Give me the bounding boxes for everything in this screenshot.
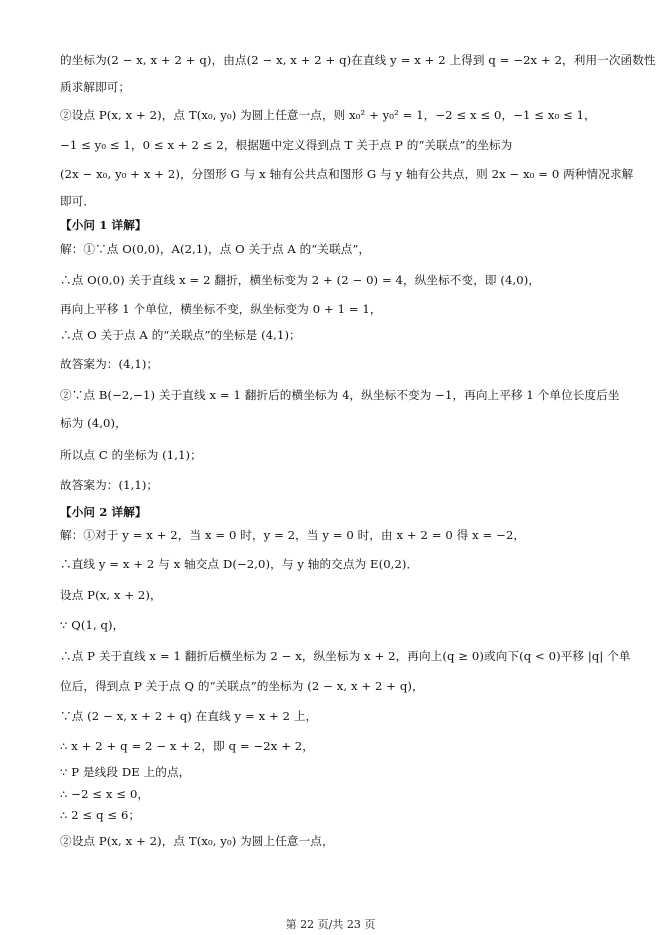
text-line-20: ∴点 P 关于直线 x = 1 翻折后横坐标为 2 − x，纵坐标为 x + 2，再向上(q ≥ 0)或向下(q < 0)平移 |q| 个单 [60,649,631,663]
text-line-6: 即可． [60,194,96,208]
text-line-7: 解：①∵点 O(0,0)，A(2,1)，点 O 关于点 A 的“关联点”， [60,242,371,256]
text-line-5: (2x − x₀, y₀ + x + 2)，分图形 G 与 x 轴有公共点和图形 G 与 y 轴有公共点，则 2x − x₀ = 0 两种情况求解 [60,167,634,181]
text-line-9: 再向上平移 1 个单位，横坐标不变，纵坐标变为 0 + 1 = 1， [60,302,382,316]
text-line-4: −1 ≤ y₀ ≤ 1，0 ≤ x + 2 ≤ 2，根据题中定义得到点 T 关于点 P 的“关联点”的坐标为 [60,138,513,152]
text-line-27: ②设点 P(x, x + 2)，点 T(x₀, y₀) 为圆上任意一点， [60,834,334,848]
text-line-3: ②设点 P(x, x + 2)，点 T(x₀, y₀) 为圆上任意一点，则 x₀² + y₀² = 1，−2 ≤ x ≤ 0，−1 ≤ x₀ ≤ 1， [60,108,596,122]
text-line-8: ∴点 O(0,0) 关于直线 x = 2 翻折，横坐标变为 2 + (2 − 0) = 4，纵坐标不变，即 (4,0)， [60,273,541,287]
text-line-13: 标为 (4,0)， [60,416,127,430]
text-line-15: 故答案为：(1,1)； [60,478,159,492]
text-line-26: ∴ 2 ≤ q ≤ 6； [60,808,141,822]
section-heading-1: 【小问 1 详解】 [60,218,147,232]
text-line-16: 解：①对于 y = x + 2，当 x = 0 时，y = 2，当 y = 0 时，由 x + 2 = 0 得 x = −2， [60,528,526,542]
text-line-11: 故答案为：(4,1)； [60,357,159,371]
text-line-24: ∵ P 是线段 DE 上的点， [60,765,191,779]
page-footer: 第 22 页/共 23 页 [285,918,376,931]
text-line-17: ∴直线 y = x + 2 与 x 轴交点 D(−2,0)，与 y 轴的交点为 E(0,2)． [60,557,419,571]
text-line-14: 所以点 C 的坐标为 (1,1)； [60,448,202,462]
text-line-21: 位后，得到点 P 关于点 Q 的“关联点”的坐标为 (2 − x, x + 2 + q)， [60,679,424,693]
section-heading-2: 【小问 2 详解】 [60,505,147,519]
text-line-22: ∵点 (2 − x, x + 2 + q) 在直线 y = x + 2 上， [60,709,318,723]
text-line-19: ∵ Q(1, q)， [60,618,125,632]
text-line-10: ∴点 O 关于点 A 的“关联点”的坐标是 (4,1)； [60,328,301,342]
text-line-23: ∴ x + 2 + q = 2 − x + 2，即 q = −2x + 2， [60,739,314,753]
text-line-18: 设点 P(x, x + 2)， [60,588,162,602]
text-line-12: ②∵点 B(−2,−1) 关于直线 x = 1 翻折后的横坐标为 4，纵坐标不变为 −1，再向上平移 1 个单位长度后坐 [60,388,620,402]
text-line-1: 的坐标为(2 − x, x + 2 + q)，由点(2 − x, x + 2 + q)在直线 y = x + 2 上得到 q = −2x + 2，利用一次函数性 [60,53,656,67]
text-line-2: 质求解即可； [60,80,131,94]
text-line-25: ∴ −2 ≤ x ≤ 0， [60,787,150,801]
